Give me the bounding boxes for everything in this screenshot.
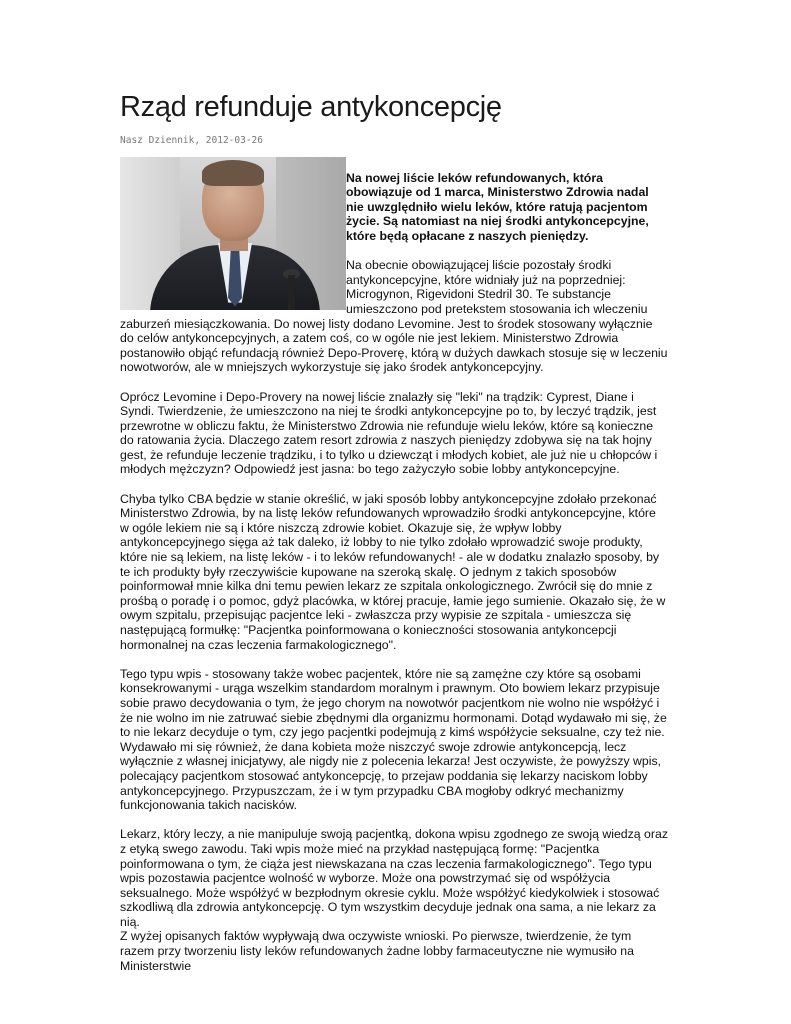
article [120, 90, 668, 973]
article-byline: Nasz Dziennik, 2012-03-26 [120, 135, 263, 146]
paragraph-1-rest: zaburzeń miesiączkowania. Do nowej listy dodano Levomine. Jest to środek stosowany wyłącznie do celów antykoncepcyjnych, a zatem coś, co w ogóle nie jest lekiem. Ministerstwo Zdrowia postanowiło objąć refundacją również Depo-Proverę, którą w dużych dawkach stosuje się w leczeniu nowotworów, ale w mniejszych wykorzystuje się jako środek antykoncepcyjny. [120, 316, 668, 375]
article-photo [120, 157, 346, 310]
article-title: Rząd refunduje antykoncepcję [120, 91, 502, 123]
paragraph-2: Oprócz Levomine i Depo-Provery na nowej liście znalazły się "leki" na trądzik: Cyprest, Diane i Syndi. Twierdzenie, że umieszczono na niej te środki antykoncepcyjne po to, by leczyć trądzik, jest przewrotne w obliczu faktu, że Ministerstwo Zdrowia nie refunduje wielu leków, które są konieczne do ratowania życia. Dlaczego zatem resort zdrowia z naszych pieniędzy zdobywa się na tak hojny gest, że refunduje leczenie trądziku, i to tylko u dziewcząt i młodych kobiet, ale już nie u chłopców i młodych mężczyzn? Odpowiedź jest jasna: bo tego zażyczyło sobie lobby antykoncepcyjne. [120, 389, 658, 477]
paragraph-6: Z wyżej opisanych faktów wypływają dwa oczywiste wnioski. Po pierwsze, twierdzenie, że tym razem przy tworzeniu listy leków refundowanych żadne lobby farmaceutyczne nie wymusiło na Ministerstwie [120, 929, 634, 973]
paragraph-4: Tego typu wpis - stosowany także wobec pacjentek, które nie są zamężne czy które są osobami konsekrowanymi - urąga wszelkim standardom moralnym i prawnym. Oto bowiem lekarz przypisuje sobie prawo decydowania o tym, że jego chorym na nowotwór pacjentkom nie wolno nie współżyć i że nie wolno im nie zatruwać siebie zbędnymi dla organizmu hormonami. Dotąd wydawało mi się, że to nie lekarz decyduje o tym, czy jego pacjentki podejmują z kimś współżycie seksualne, czy też nie. Wydawało mi się również, że dana kobieta może niszczyć swoje zdrowie antykoncepcją, lecz wyłącznie z własnej inicjatywy, ale nigdy nie z polecenia lekarza! Jest oczywiste, że powyższy wpis, polecający pacjentkom stosować antykoncepcję, to przejaw poddania się lekarzy naciskom lobby antykoncepcyjnego. Przypuszczam, że i w tym przypadku CBA mogłoby odkryć mechanizmy funkcjonowania takich nacisków. [120, 666, 667, 813]
paragraph-5: Lekarz, który leczy, a nie manipuluje swoją pacjentką, dokona wpisu zgodnego ze swoją wiedzą oraz z etyką swego zawodu. Taki wpis może mieć na przykład następującą formę: "Pacjentka poinformowana o tym, że ciąża jest niewskazana na czas leczenia farmakologicznego". Tego typu wpis pozostawia pacjentce wolność w wyborze. Może ona powstrzymać się od współżycia seksualnego. Może współżyć w bezpłodnym okresie cyklu. Może współżyć kiedykolwiek i stosować szkodliwą dla zdrowia antykoncepcję. O tym wszystkim decyduje jednak ona sama, a nie lekarz za nią. [120, 827, 668, 929]
paragraph-1-start: Na obecnie obowiązującej liście pozostały środki antykoncepcyjne, które widniały już na poprzedniej: Microgynon, Rigevidoni Stedril 30. Te substancje umieszczono pod pretekstem stosowania ich wleczeniu [346, 258, 648, 316]
article-lead: Na nowej liście leków refundowanych, która obowiązuje od 1 marca, Ministerstwo Zdrowia nadal nie uwzględniło wielu leków, które ratują pacjentom życie. Są natomiast na niej środki antykoncepcyjne, które będą opłacane z naszych pieniędzy. [346, 170, 649, 243]
paragraph-3: Chyba tylko CBA będzie w stanie określić, w jaki sposób lobby antykoncepcyjne zdołało przekonać Ministerstwo Zdrowia, by na listę leków refundowanych wprowadziło środki antykoncepcyjne, które w ogóle lekiem nie są i które niszczą zdrowie kobiet. Okazuje się, że wpływ lobby antykoncepcyjnego sięga aż tak daleko, iż lobby to nie tylko zdołało wprowadzić swoje produkty, które nie są lekiem, na listę leków - i to leków refundowanych! - ale w dodatku znalazło sposoby, by te ich produkty były rzeczywiście kupowane na szeroką skalę. O jednym z takich sposobów poinformował mnie kilka dni temu pewien lekarz ze szpitala onkologicznego. Zwrócił się do mnie z prośbą o poradę i o pomoc, gdyż placówka, w której pracuje, łamie jego sumienie. Okazało się, że w owym szpitalu, przepisując pacjentce leki - zwłaszcza przy wypisie ze szpitala - umieszcza się następującą formułkę: "Pacjentka poinformowana o konieczności stosowania antykoncepcji hormonalnej na czas leczenia farmakologicznego". [120, 491, 666, 652]
